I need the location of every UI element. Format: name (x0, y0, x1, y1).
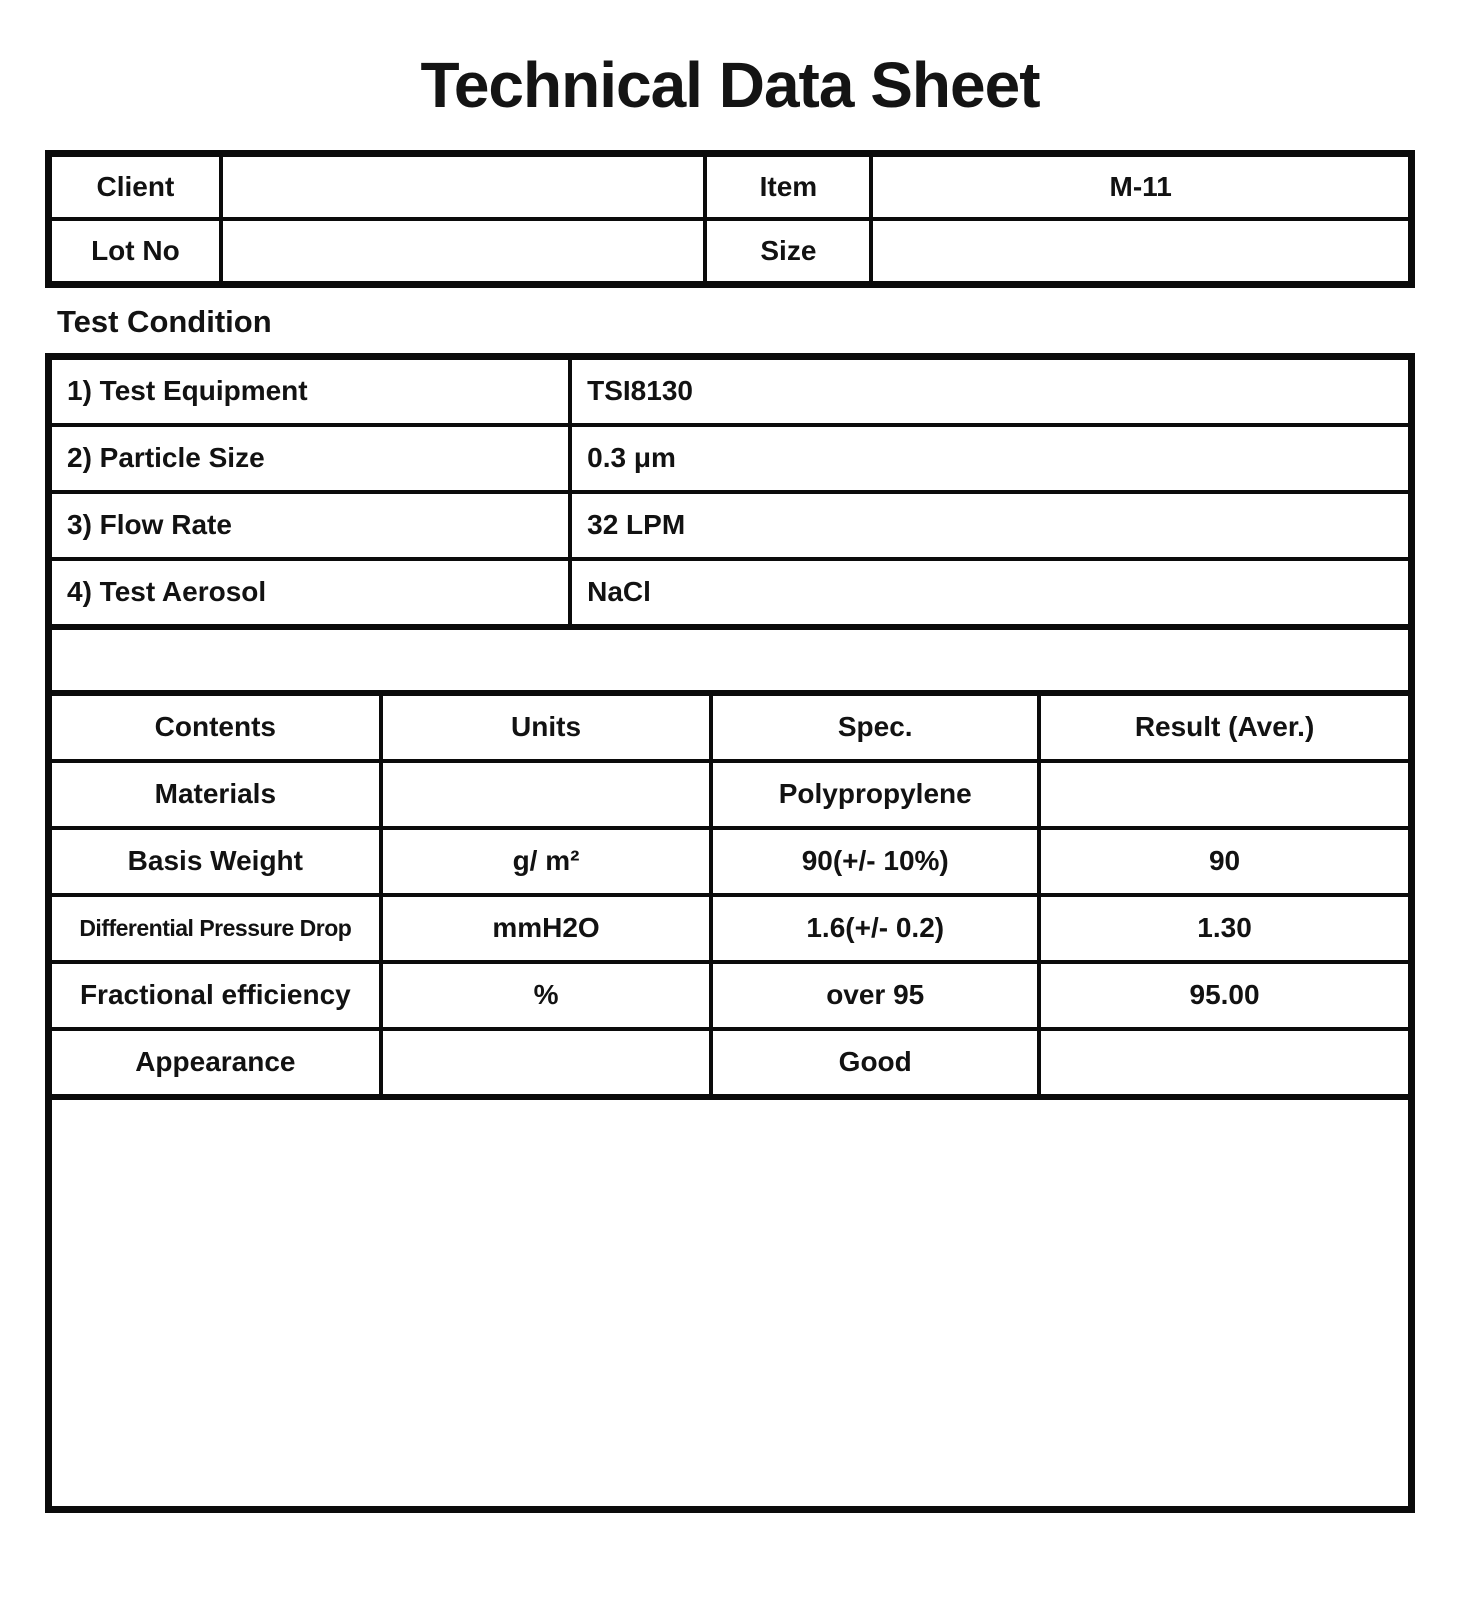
results-cell-spec: Good (713, 1031, 1037, 1094)
main-table (45, 353, 1415, 1513)
results-cell-result (1041, 1031, 1408, 1094)
results-cell-contents: Differential Pressure Drop (52, 897, 379, 960)
results-cell-contents: Fractional efficiency (52, 964, 379, 1027)
condition-value: 32 LPM (572, 494, 1408, 557)
lot-no-label: Lot No (52, 221, 219, 281)
test-condition-heading: Test Condition (57, 304, 272, 339)
client-item-table (45, 150, 1415, 288)
condition-label: 2) Particle Size (52, 427, 568, 490)
results-cell-units: mmH2O (383, 897, 710, 960)
results-cell-contents: Appearance (52, 1031, 379, 1094)
results-header-units: Units (383, 696, 710, 759)
size-label: Size (707, 221, 869, 281)
item-value: M-11 (873, 157, 1408, 217)
results-cell-units (383, 763, 710, 826)
results-header-contents: Contents (52, 696, 379, 759)
results-cell-contents: Basis Weight (52, 830, 379, 893)
lot-no-value (223, 221, 704, 281)
size-value (873, 221, 1408, 281)
condition-label: 3) Flow Rate (52, 494, 568, 557)
test-condition-table (52, 360, 1408, 624)
results-cell-spec: Polypropylene (713, 763, 1037, 826)
condition-value: TSI8130 (572, 360, 1408, 423)
results-cell-units: % (383, 964, 710, 1027)
notes-area (52, 1100, 1408, 1506)
results-cell-result: 1.30 (1041, 897, 1408, 960)
page-title: Technical Data Sheet (420, 49, 1040, 121)
condition-label: 4) Test Aerosol (52, 561, 568, 624)
item-label: Item (707, 157, 869, 217)
spacer-row (52, 630, 1408, 690)
condition-value: NaCl (572, 561, 1408, 624)
results-cell-spec: 1.6(+/- 0.2) (713, 897, 1037, 960)
results-cell-units (383, 1031, 710, 1094)
results-cell-units: g/ m² (383, 830, 710, 893)
results-header-spec: Spec. (713, 696, 1037, 759)
results-cell-spec: 90(+/- 10%) (713, 830, 1037, 893)
client-value (223, 157, 704, 217)
results-cell-result (1041, 763, 1408, 826)
condition-value: 0.3 μm (572, 427, 1408, 490)
results-cell-spec: over 95 (713, 964, 1037, 1027)
results-cell-result: 95.00 (1041, 964, 1408, 1027)
results-cell-contents: Materials (52, 763, 379, 826)
results-table (52, 696, 1408, 1094)
results-header-result: Result (Aver.) (1041, 696, 1408, 759)
results-cell-result: 90 (1041, 830, 1408, 893)
client-label: Client (52, 157, 219, 217)
condition-label: 1) Test Equipment (52, 360, 568, 423)
